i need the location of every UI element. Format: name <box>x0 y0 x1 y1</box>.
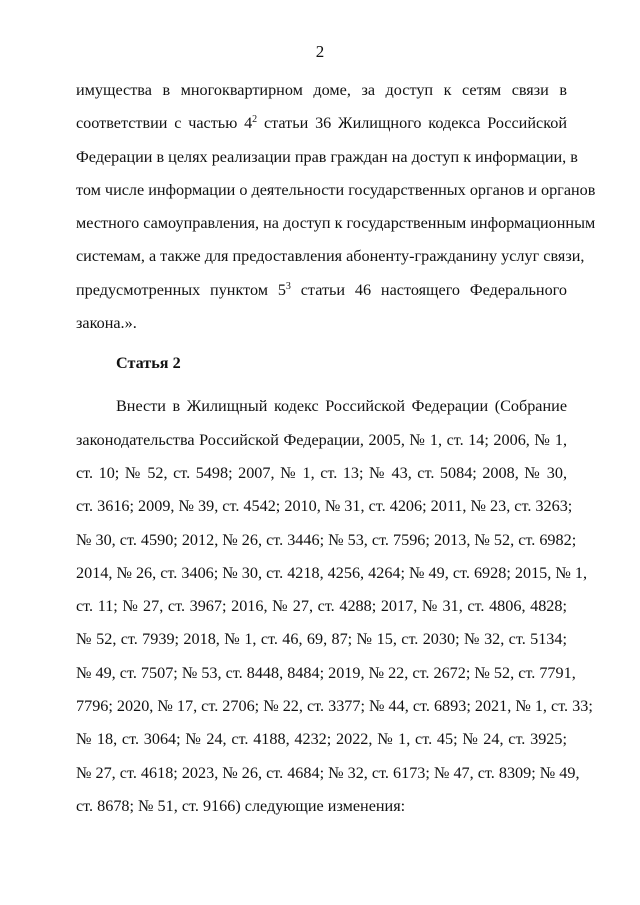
text-line: Федерации в целях реализации прав граждан на доступ к информации, в <box>76 147 578 166</box>
text-fragment: статьи 36 Жилищного кодекса Российской <box>257 114 567 133</box>
text-line: местного самоуправления, на доступ к государственным информационным <box>76 214 596 233</box>
text-line: № 49, ст. 7507; № 53, ст. 8448, 8484; 2019, № 22, ст. 2672; № 52, ст. 7791, <box>76 663 576 682</box>
text-line: 7796; 2020, № 17, ст. 2706; № 22, ст. 3377; № 44, ст. 6893; 2021, № 1, ст. 33; <box>76 697 593 716</box>
text-line <box>76 113 567 146</box>
text-fragment: соответствии с частью 4 <box>76 114 253 133</box>
article-heading: Статья 2 <box>116 354 181 373</box>
text-line: № 52, ст. 7939; 2018, № 1, ст. 46, 69, 87; № 15, ст. 2030; № 32, ст. 5134; <box>76 630 567 649</box>
page-number: 2 <box>315 42 325 61</box>
article-2-body <box>76 396 593 829</box>
text-line <box>76 280 567 313</box>
text-fragment: предусмотренных пунктом 5 <box>76 280 286 299</box>
text-line: том числе информации о деятельности государственных органов и органов <box>76 180 596 199</box>
text-line: ст. 3616; 2009, № 39, ст. 4542; 2010, № 31, ст. 4206; 2011, № 23, ст. 3263; <box>76 497 573 516</box>
document-body <box>76 80 596 829</box>
text-line: № 27, ст. 4618; 2023, № 26, ст. 4684; № 32, ст. 6173; № 47, ст. 8309; № 49, <box>76 763 580 782</box>
text-fragment: статьи 46 настоящего Федерального <box>290 280 568 299</box>
text-line: закона.». <box>76 314 137 333</box>
text-line: законодательства Российской Федерации, 2005, № 1, ст. 14; 2006, № 1, <box>76 430 567 449</box>
text-line: ст. 11; № 27, ст. 3967; 2016, № 27, ст. 4288; 2017, № 31, ст. 4806, 4828; <box>76 597 567 616</box>
text-line: 2014, № 26, ст. 3406; № 30, ст. 4218, 4256, 4264; № 49, ст. 6928; 2015, № 1, <box>76 563 587 582</box>
text-line: ст. 8678; № 51, ст. 9166) следующие изменения: <box>76 796 406 815</box>
previous-article-tail <box>76 80 596 346</box>
superscript: 2 <box>252 114 258 126</box>
superscript: 3 <box>285 280 291 292</box>
text-line: № 30, ст. 4590; 2012, № 26, ст. 3446; № 53, ст. 7596; 2013, № 52, ст. 6982; <box>76 530 577 549</box>
text-line: № 18, ст. 3064; № 24, ст. 4188, 4232; 2022, № 1, ст. 45; № 24, ст. 3925; <box>76 730 567 749</box>
text-line: ст. 10; № 52, ст. 5498; 2007, № 1, ст. 13; № 43, ст. 5084; 2008, № 30, <box>76 463 567 482</box>
text-line: Внести в Жилищный кодекс Российской Федерации (Собрание <box>116 397 567 416</box>
text-line: имущества в многоквартирном доме, за доступ к сетям связи в <box>76 81 567 99</box>
text-line: системам, а также для предоставления абоненту-гражданину услуг связи, <box>76 247 585 266</box>
